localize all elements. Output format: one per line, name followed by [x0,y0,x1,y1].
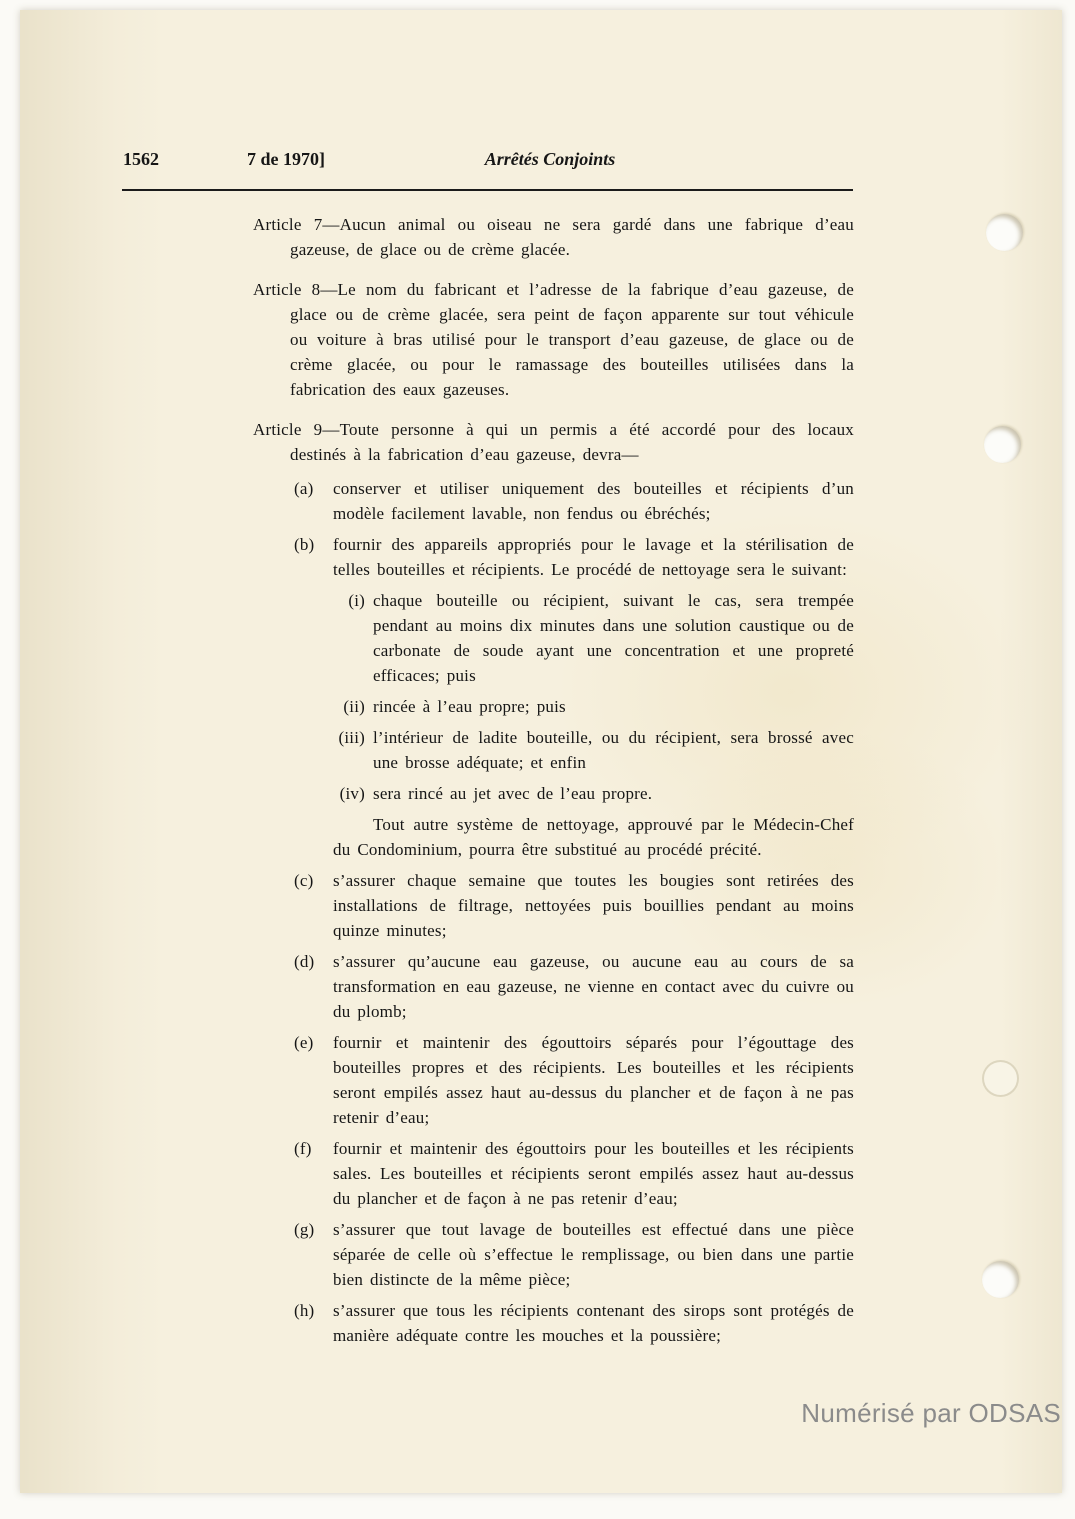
subitem-marker: (i) [348,591,365,610]
page-number: 1562 [123,149,159,169]
list-item-b [294,532,854,582]
punch-hole [984,426,1021,463]
document-body [253,212,854,1354]
item-text: s’assurer que tout lavage de bouteilles est effectué dans une pièce séparée de celle où s’effectue le remplissage, ou bien dans une partie bien distincte de la même pièce; [333,1220,854,1289]
page-title: Arrêtés Conjoints [484,149,616,169]
article-9-text: —Toute personne à qui un permis a été accordé pour des locaux destinés à la fabrication d’eau gazeuse, devra— [290,420,854,464]
article-8-label: Article 8 [253,280,321,299]
subitem-text: chaque bouteille ou récipient, suivant le cas, sera trempée pendant au moins dix minutes dans une solution caustique ou de carbonate de soude ayant une concentration et une propreté efficaces; puis [373,591,854,685]
article-9-label: Article 9 [253,420,323,439]
sublist-item-iv [339,781,854,806]
article-9-paragraph [253,417,854,467]
item-marker: (g) [294,1220,315,1239]
list-item-h [294,1298,854,1348]
sublist-item-ii [343,694,854,719]
note-paragraph: Tout autre système de nettoyage, approuvé par le Médecin-Chef du Condominium, pourra être substitué au procédé précité. [333,815,854,859]
article-7-text: —Aucun animal ou oiseau ne sera gardé dans une fabrique d’eau gazeuse, de glace ou de crème glacée. [290,215,854,259]
scan-watermark: Numérisé par ODSAS [801,1398,1061,1428]
item-text: fournir des appareils appropriés pour le lavage et la stérilisation de telles bouteilles et récipients. Le procédé de nettoyage sera le suivant: [333,535,854,579]
item-text: fournir et maintenir des égouttoirs séparés pour l’égouttage des bouteilles propres et des récipients. Les bouteilles et les récipients seront empilés assez haut au-dessus du plancher et de façon à ne pas retenir d’eau; [333,1033,854,1127]
header-rule [122,189,853,191]
subitem-text: sera rincé au jet avec de l’eau propre. [373,784,653,803]
article-8-text: —Le nom du fabricant et l’adresse de la fabrique d’eau gazeuse, de glace ou de crème glacée, sera peint de façon apparente sur tout véhicule ou voiture à bras utilisé pour le transport d’eau gazeuse, de glace ou de crème glacée, ou pour le ramassage des bouteilles utilisées dans la fabrication des eaux gazeuses. [290,280,855,399]
item-marker: (d) [294,952,315,971]
subitem-marker: (ii) [343,697,365,716]
item-text: fournir et maintenir des égouttoirs pour les bouteilles et les récipients sales. Les bouteilles et récipients seront empilés assez haut au-dessus du plancher et de façon à ne pas retenir d’eau; [333,1139,854,1208]
item-marker: (b) [294,535,315,554]
issue-label: 7 de 1970] [247,149,325,169]
article-7-paragraph [253,212,854,262]
item-text: s’assurer qu’aucune eau gazeuse, ou aucune eau au cours de sa transformation en eau gazeuse, ne vienne en contact avec du cuivre ou du plomb; [333,952,854,1021]
subitem-marker: (iv) [339,784,365,803]
sublist-item-iii [338,725,854,775]
article-8-paragraph [253,277,854,402]
item-text: s’assurer que tous les récipients contenant des sirops sont protégés de manière adéquate contre les mouches et la poussière; [333,1301,854,1345]
article-7-label: Article 7 [253,215,323,234]
sublist-item-i [348,588,854,688]
list-item-e [294,1030,854,1130]
punch-hole [986,214,1023,251]
list-item-a [294,476,854,526]
item-marker: (c) [294,871,314,890]
punch-hole [982,1060,1019,1097]
item-marker: (f) [294,1139,312,1158]
subitem-text: rincée à l’eau propre; puis [373,697,566,716]
list-item-d [294,949,854,1024]
item-marker: (e) [294,1033,314,1052]
punch-hole [982,1261,1019,1298]
subitem-marker: (iii) [338,728,365,747]
list-item-g [294,1217,854,1292]
list-item-f [294,1136,854,1211]
list-item-c [294,868,854,943]
item-text: conserver et utiliser uniquement des bouteilles et récipients d’un modèle facilement lavable, non fendus ou ébréchés; [333,479,854,523]
item-marker: (h) [294,1301,315,1320]
item-text: s’assurer chaque semaine que toutes les bougies sont retirées des installations de filtrage, nettoyées puis bouillies pendant au moins quinze minutes; [333,871,854,940]
item-marker: (a) [294,479,314,498]
subitem-text: l’intérieur de ladite bouteille, ou du récipient, sera brossé avec une brosse adéquate; et enfin [373,728,854,772]
